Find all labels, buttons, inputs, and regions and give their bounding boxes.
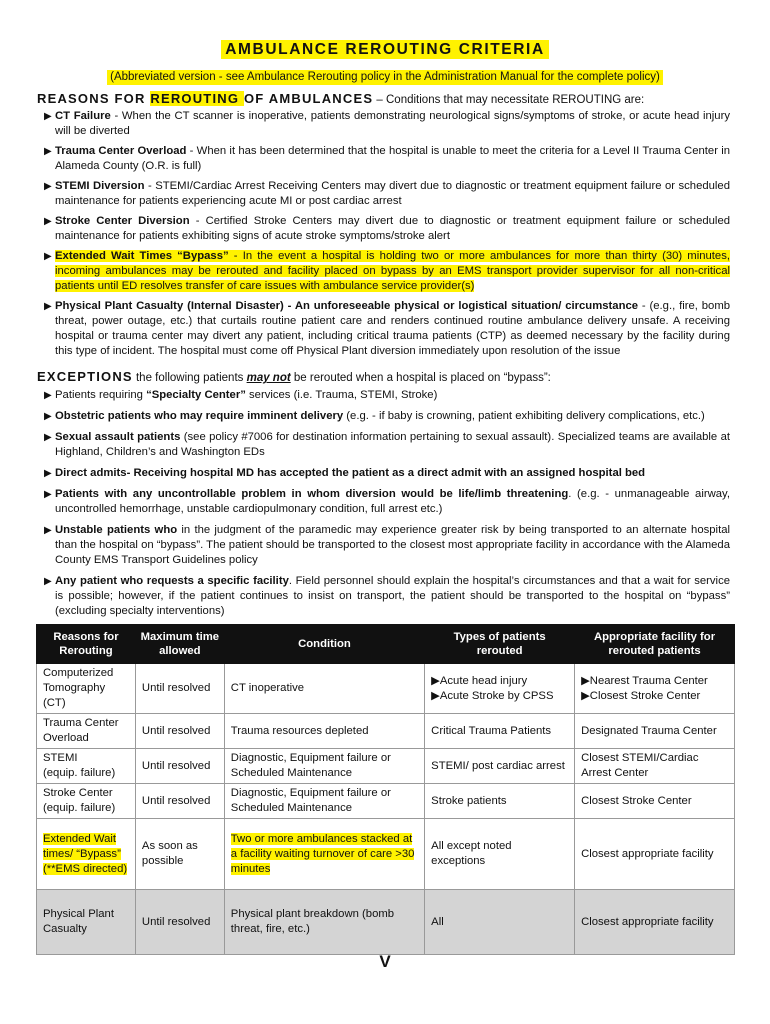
- reasons-heading: [37, 91, 644, 108]
- exception-item-sexual-assault: ▶ Sexual assault patients (see policy #7006 for destination information pertaining to sexual assault). Specialized teams are available at Highland, Children’s and Washington EDs: [44, 431, 730, 458]
- exception-item-specific-facility: ▶ Any patient who requests a specific facility. Field personnel should explain the hospital’s circumstances and that a wait for service is possible; however, if the patient continues to insist on transport, the patient should be transported to the hospital on “bypass” (excluding specialty interventions): [44, 575, 730, 617]
- exceptions-heading: EXCEPTIONS the following patients may not be rerouted when a hospital is placed on “bypass”:: [37, 369, 551, 384]
- reasons-heading-desc: – Conditions that may necessitate REROUTING are:: [373, 94, 645, 106]
- arrow-bullet-icon: ▶: [44, 468, 52, 479]
- arrow-bullet-icon: ▶: [44, 111, 52, 122]
- reason-item-stroke: ▶ Stroke Center Diversion - Certified Stroke Centers may divert due to diagnostic or treatment equipment failure or scheduled maintenance for patients exhibiting signs of acute stroke symptoms/stroke alert: [44, 215, 731, 242]
- reasons-heading-post: OF AMBULANCES: [243, 91, 374, 106]
- arrow-bullet-icon: ▶: [44, 576, 52, 587]
- arrow-bullet-icon: ▶: [44, 181, 52, 192]
- document-subtitle: (Abbreviated version - see Ambulance Rerouting policy in the Administration Manual for the complete policy): [107, 70, 663, 85]
- table-row: Physical Plant Casualty Until resolved Physical plant breakdown (bomb threat, fire, etc.) All Closest appropriate facility: [37, 890, 735, 955]
- arrow-bullet-icon: ▶: [431, 689, 440, 702]
- arrow-bullet-icon: ▶: [44, 216, 52, 227]
- arrow-bullet-icon: ▶: [581, 674, 590, 687]
- col-header-patient-types: Types of patients rerouted: [425, 625, 575, 664]
- exception-item-unstable: ▶ Unstable patients who in the judgment of the paramedic may experience greater risk by being transported to an alternate hospital than the hospital on “bypass”. The patient should be transported to the closest most appropriate facility in accordance with the Alameda County EMS Transport Guidelines policy: [44, 524, 730, 566]
- arrow-bullet-icon: ▶: [44, 489, 52, 500]
- exceptions-emphasis: may not: [246, 372, 291, 384]
- col-header-facility: Appropriate facility for rerouted patients: [575, 625, 735, 664]
- table-header-row: [37, 625, 735, 664]
- arrow-bullet-icon: ▶: [44, 301, 52, 312]
- reason-item-physical-plant: ▶ Physical Plant Casualty (Internal Disaster) - An unforeseeable physical or logistical situation/ circumstance - (e.g., fire, bomb threat, power outage, etc.) that curtails routine patient care and renders continued routine ambulance delivery unsafe. A receiving hospital or trauma center may divert any patient, including critical trauma patients (CTP) as deemed necessary by the facility during this type of incident. The hospital must come off Physical Plant diversion immediately upon resolution of the issue: [44, 300, 731, 357]
- exception-item-uncontrollable: ▶ Patients with any uncontrollable problem in whom diversion would be life/limb threatening. (e.g. - unmanageable airway, uncontrolled hemorrhage, unstable cardiopulmonary condition, full arrest etc.): [44, 488, 730, 515]
- arrow-bullet-icon: ▶: [44, 251, 52, 262]
- table-row: Stroke Center (equip. failure) Until resolved Diagnostic, Equipment failure or Scheduled Maintenance Stroke patients Closest Stroke Center: [37, 784, 735, 819]
- table-row: Extended Wait times/ “Bypass” (**EMS directed) As soon as possible Two or more ambulances stacked at a facility waiting turnover of care >30 minutes All except noted exceptions Closest appropriate facility: [37, 819, 735, 890]
- exception-item-specialty: ▶ Patients requiring “Specialty Center” services (i.e. Trauma, STEMI, Stroke): [44, 389, 438, 401]
- arrow-bullet-icon: ▶: [44, 146, 52, 157]
- reason-item-trauma: ▶ Trauma Center Overload - When it has been determined that the hospital is unable to meet the criteria for a Level II Trauma Center in Alameda County (O.R. is full): [44, 145, 731, 172]
- exception-item-obstetric: ▶ Obstetric patients who may require imminent delivery (e.g. - if baby is crowning, patient exhibiting delivery complications, etc.): [44, 410, 705, 422]
- arrow-bullet-icon: ▶: [44, 432, 52, 443]
- col-header-condition: Condition: [224, 625, 424, 664]
- page-marker: V: [379, 952, 391, 971]
- rerouting-criteria-table: [36, 624, 735, 955]
- reason-item-bypass: ▶ Extended Wait Times “Bypass” - In the event a hospital is holding two or more ambulances for more than thirty (30) minutes, incoming ambulances may be rerouted and facility placed on bypass by an EMS transport provider supervisor for all non-critical patients until ED resolves transfer of care issues with ambulance service provider(s): [44, 250, 731, 292]
- arrow-bullet-icon: ▶: [431, 674, 440, 687]
- table-row: STEMI (equip. failure) Until resolved Diagnostic, Equipment failure or Scheduled Maintenance STEMI/ post cardiac arrest Closest STEMI/Cardiac Arrest Center: [37, 749, 735, 784]
- exceptions-heading-label: EXCEPTIONS: [37, 369, 133, 384]
- arrow-bullet-icon: ▶: [44, 390, 52, 401]
- arrow-bullet-icon: ▶: [44, 411, 52, 422]
- table-row: Computerized Tomography (CT) Until resolved CT inoperative ▶Acute head injury ▶Acute Stroke by CPSS ▶Nearest Trauma Center ▶Closest Stroke Center: [37, 664, 735, 714]
- arrow-bullet-icon: ▶: [44, 525, 52, 536]
- reasons-heading-highlight: REROUTING: [150, 91, 244, 106]
- table-row: Trauma Center Overload Until resolved Trauma resources depleted Critical Trauma Patients Designated Trauma Center: [37, 714, 735, 749]
- col-header-max-time: Maximum time allowed: [135, 625, 224, 664]
- reason-item-stemi: ▶ STEMI Diversion - STEMI/Cardiac Arrest Receiving Centers may divert due to diagnostic or treatment equipment failure or scheduled maintenance for patients experiencing acute MI or post cardiac arrest: [44, 180, 730, 207]
- reason-item-ct: ▶ CT Failure - When the CT scanner is inoperative, patients demonstrating neurological signs/symptoms of stroke, or acute head injury will be diverted: [44, 110, 730, 137]
- reasons-heading-pre: REASONS FOR: [37, 91, 151, 106]
- reasons-list: [44, 109, 730, 359]
- exceptions-list: [44, 388, 730, 619]
- document-title: AMBULANCE REROUTING CRITERIA: [221, 40, 549, 59]
- col-header-reasons: Reasons for Rerouting: [37, 625, 136, 664]
- arrow-bullet-icon: ▶: [581, 689, 590, 702]
- exception-item-direct-admits: ▶ Direct admits- Receiving hospital MD has accepted the patient as a direct admit with an assigned hospital bed: [44, 467, 646, 479]
